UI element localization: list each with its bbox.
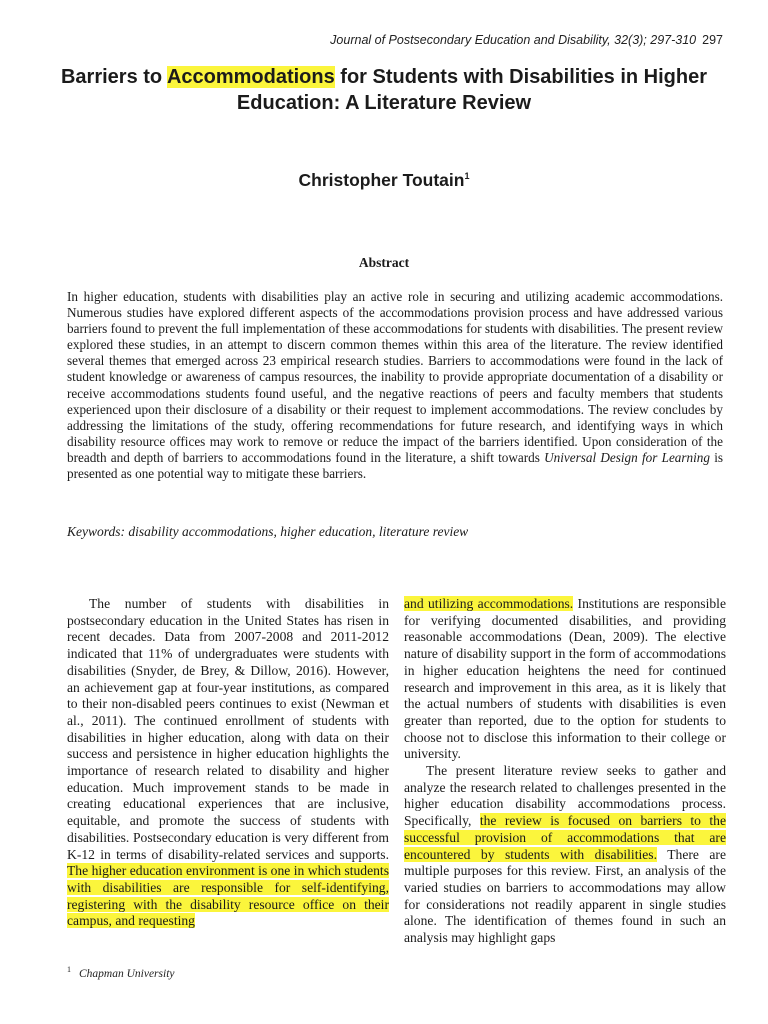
running-head bbox=[330, 33, 723, 47]
body-text: The number of students with disabilities in postsecondary education in the United States has risen in recent decades. Data from 2007-2008 and 2011-2012 indicated that 11% of undergraduates were students with disabilities (Snyder, de Brey, & Dillow, 2016). However, an achievement gap at four-year institutions, as compared to their non-disabled peers continues to exist (Newman et al., 2011). The continued enrollment of students with disabilities in higher education, along with data on their success and persistence in higher education highlights the importance of research related to disability and higher education. Much improvement stands to be made in creating educational experiences that are inclusive, equitable, and promote the success of students with disabilities. Postsecondary education is very different from K-12 in terms of disability-related services and supports. bbox=[67, 596, 389, 862]
article-title bbox=[40, 64, 728, 116]
page-number: 297 bbox=[702, 33, 723, 47]
abstract-text-italic: Universal Design for Learning bbox=[544, 449, 710, 465]
abstract-text-end: is presented as one potential way to mitigate these barriers. bbox=[67, 449, 724, 482]
abstract-text bbox=[67, 289, 723, 482]
footnote bbox=[67, 965, 175, 980]
footnote-text: Chapman University bbox=[79, 967, 175, 980]
body-paragraph bbox=[404, 596, 726, 763]
body-text: The present literature review seeks to gather and analyze the research related to challenges presented in the higher education disability accommodations process. Specifically, bbox=[404, 763, 726, 829]
highlighted-text: The higher education environment is one in which students with disabilities are responsible for self-identifying, registering with the disability resource office on their campus, and requesting bbox=[67, 863, 389, 929]
author-footnote-mark: 1 bbox=[464, 171, 470, 182]
journal-citation: Journal of Postsecondary Education and Disability, 32(3); 297-310 bbox=[330, 33, 697, 47]
keywords: Keywords: disability accommodations, higher education, literature review bbox=[67, 524, 469, 539]
author-line bbox=[40, 170, 728, 191]
title-highlight: Accommodations bbox=[166, 66, 335, 88]
body-text: There are multiple purposes for this review. First, an analysis of the varied studies on barriers to accommodations may allow for considerations not readily apparent in single studies alone. The identification of themes found in such an analysis may highlight gaps bbox=[404, 846, 726, 946]
highlighted-text: and utilizing accommodations. bbox=[404, 596, 574, 611]
title-part-after: for Students with Disabilities in Higher Education: A Literature Review bbox=[236, 66, 708, 114]
body-column-right bbox=[404, 596, 726, 947]
body-column-left bbox=[67, 596, 389, 930]
abstract-text-main: In higher education, students with disabilities play an active role in securing and utilizing academic accommodations. Numerous studies have explored different aspects of the accommodations provision process and have addressed various barriers found to prevent the full implementation of these accommodations for students with disabilities. The present review explored these studies, in an attempt to discern common themes within this area of the literature. The review identified several themes that emerged across 23 empirical research studies. Barriers to accommodations were found in the lack of student knowledge or awareness of campus resources, the inability to provide appropriate documentation of a disability or receive accommodations students found useful, and the negative reactions of peers and faculty members that students experienced upon their disclosure of a disability or their request to implement accommodations. The review concludes by addressing the limitations of the study, offering recommendations for future research, and identifying ways in which disability resource offices may work to remove or reduce the impact of the barriers identified. Upon consideration of the breadth and depth of barriers to accommodations found in the literature, a shift towards bbox=[67, 289, 723, 465]
footnote-mark: 1 bbox=[67, 965, 71, 974]
abstract-heading: Abstract bbox=[358, 255, 410, 270]
author-name: Christopher Toutain bbox=[298, 170, 465, 190]
title-part-before: Barriers to bbox=[60, 66, 167, 88]
body-paragraph bbox=[67, 596, 389, 930]
highlighted-text: the review is focused on barriers to the successful provision of accommodations that are encountered by students with disabilities. bbox=[404, 813, 726, 862]
body-text: Institutions are responsible for verifying documented disabilities, and providing reasonable accommodations (Dean, 2009). The elective nature of disability support in the form of accommodations in higher education heightens the need for continued research and improvement in this area, as it is likely that the actual numbers of students with disabilities is even greater than reported, due to the option for students to choose not to disclose this information to their college or university. bbox=[404, 596, 726, 762]
body-paragraph bbox=[404, 763, 726, 947]
